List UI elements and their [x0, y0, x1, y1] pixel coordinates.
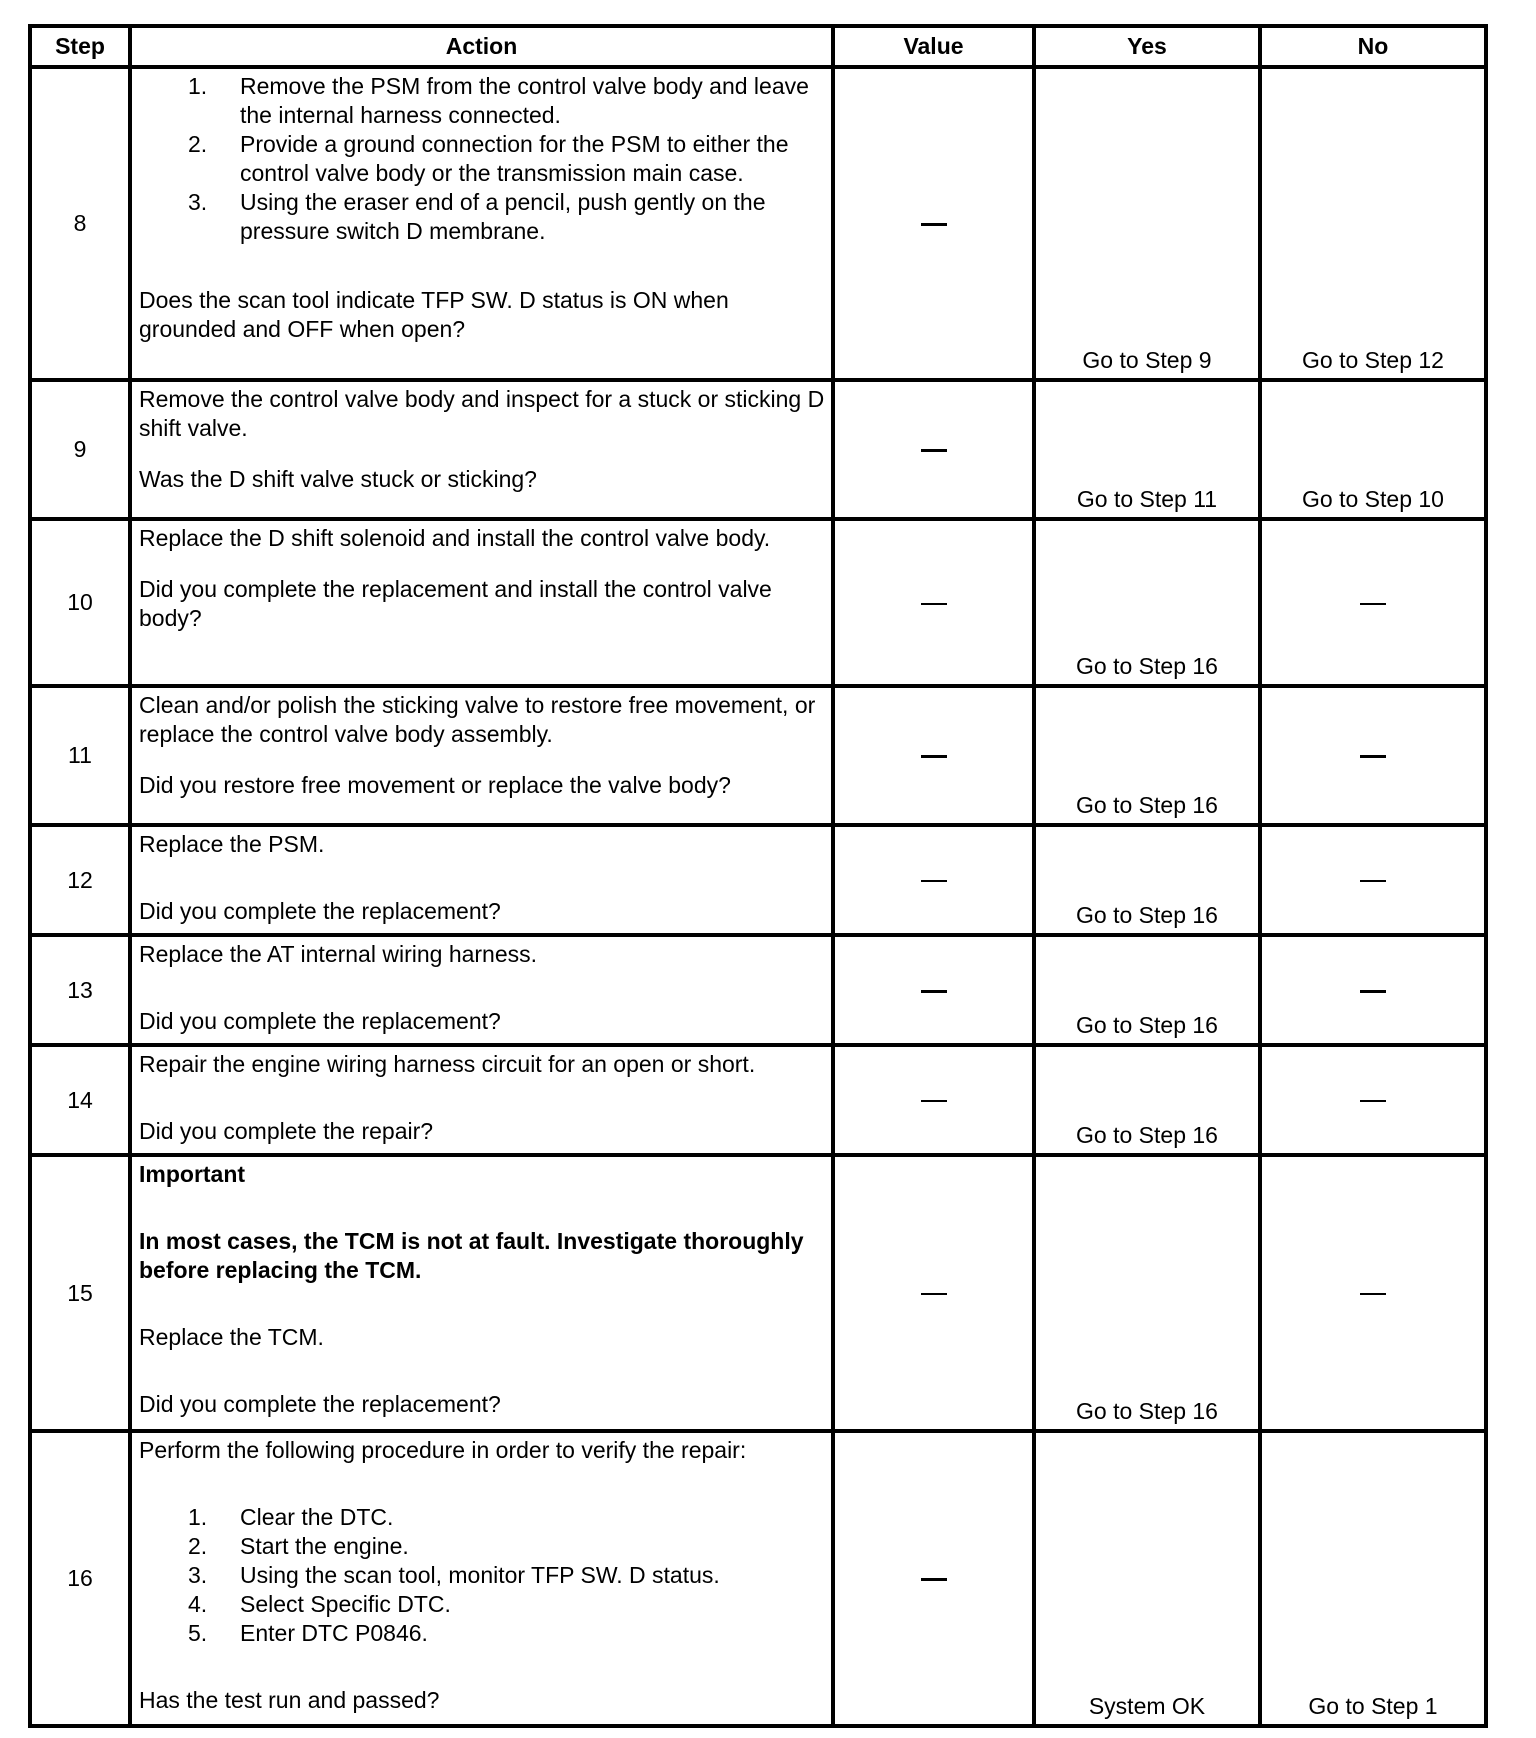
no-outcome: Go to Step 1: [1260, 1431, 1486, 1726]
important-note: In most cases, the TCM is not at fault. Investigate thoroughly before replacing the TCM.: [139, 1228, 804, 1283]
yes-outcome: Go to Step 16: [1034, 935, 1260, 1045]
action-cell: [130, 1431, 833, 1726]
yes-outcome: System OK: [1034, 1431, 1260, 1726]
yes-outcome: Go to Step 11: [1034, 380, 1260, 519]
dash-mark: [921, 1578, 947, 1581]
table-row: [30, 1045, 1486, 1155]
step-number: 9: [30, 380, 130, 519]
instruction-text: Repair the engine wiring harness circuit for an open or short.: [139, 1051, 756, 1077]
value-cell: [833, 67, 1034, 380]
dash-mark: [1360, 880, 1386, 882]
value-cell: [833, 1045, 1034, 1155]
step-number: 13: [30, 935, 130, 1045]
question-text: Did you complete the replacement?: [139, 1391, 501, 1417]
instruction-text: Replace the AT internal wiring harness.: [139, 941, 538, 967]
procedure-list: [139, 72, 825, 246]
dash-mark: [921, 755, 947, 758]
no-outcome: [1260, 686, 1486, 825]
dash-mark: [921, 880, 947, 882]
action-cell: [130, 686, 833, 825]
header-row: [30, 26, 1486, 67]
table-row: [30, 686, 1486, 825]
action-cell: [130, 1045, 833, 1155]
value-cell: [833, 1431, 1034, 1726]
list-item: 1. Clear the DTC.: [188, 1504, 394, 1530]
action-cell: [130, 1155, 833, 1431]
dash-mark: [1360, 990, 1386, 993]
no-outcome: Go to Step 10: [1260, 380, 1486, 519]
instruction-text: Replace the D shift solenoid and install the control valve body.: [139, 525, 771, 551]
action-cell: [130, 825, 833, 935]
no-outcome: Go to Step 12: [1260, 67, 1486, 380]
no-outcome: [1260, 1045, 1486, 1155]
step-number: 8: [30, 67, 130, 380]
value-cell: [833, 825, 1034, 935]
step-number: 11: [30, 686, 130, 825]
dash-mark: [921, 223, 947, 226]
value-cell: [833, 519, 1034, 686]
list-item: 2. Provide a ground connection for the PSM to either the control valve body or the transmission main case.: [188, 131, 789, 186]
dash-mark: [921, 603, 947, 605]
yes-outcome: Go to Step 9: [1034, 67, 1260, 380]
header-step: Step: [30, 26, 130, 67]
value-cell: [833, 380, 1034, 519]
instruction-text: Perform the following procedure in order to verify the repair:: [139, 1437, 747, 1463]
value-cell: [833, 935, 1034, 1045]
diagnostic-table: [28, 24, 1488, 1728]
dash-mark: [1360, 1100, 1386, 1102]
list-item: 2. Start the engine.: [188, 1533, 409, 1559]
dash-mark: [921, 990, 947, 993]
step-number: 12: [30, 825, 130, 935]
table-row: [30, 519, 1486, 686]
list-item: 5. Enter DTC P0846.: [188, 1620, 428, 1646]
question-text: Did you complete the replacement?: [139, 1008, 501, 1034]
list-item: 3. Using the scan tool, monitor TFP SW. D status.: [188, 1562, 720, 1588]
list-item: 3. Using the eraser end of a pencil, push gently on the pressure switch D membrane.: [188, 189, 766, 244]
question-text: Has the test run and passed?: [139, 1687, 440, 1713]
dash-mark: [921, 1293, 947, 1295]
question-text: Did you complete the replacement and install the control valve body?: [139, 576, 772, 631]
table-row: [30, 935, 1486, 1045]
action-cell: [130, 935, 833, 1045]
table-row: [30, 1155, 1486, 1431]
instruction-text: Replace the TCM.: [139, 1324, 324, 1350]
no-outcome: [1260, 935, 1486, 1045]
dash-mark: [1360, 1293, 1386, 1295]
no-outcome: [1260, 519, 1486, 686]
header-yes: Yes: [1034, 26, 1260, 67]
step-number: 16: [30, 1431, 130, 1726]
yes-outcome: Go to Step 16: [1034, 1045, 1260, 1155]
yes-outcome: Go to Step 16: [1034, 1155, 1260, 1431]
table-row: [30, 67, 1486, 380]
list-item: 1. Remove the PSM from the control valve body and leave the internal harness connected.: [188, 73, 809, 128]
table-row: [30, 825, 1486, 935]
yes-outcome: Go to Step 16: [1034, 519, 1260, 686]
step-number: 10: [30, 519, 130, 686]
important-label: Important: [139, 1161, 246, 1187]
dash-mark: [921, 1100, 947, 1102]
question-text: Was the D shift valve stuck or sticking?: [139, 466, 537, 492]
header-no: No: [1260, 26, 1486, 67]
value-cell: [833, 1155, 1034, 1431]
question-text: Did you complete the replacement?: [139, 898, 501, 924]
value-cell: [833, 686, 1034, 825]
dash-mark: [1360, 755, 1386, 758]
question-text: Does the scan tool indicate TFP SW. D status is ON when grounded and OFF when open?: [139, 287, 729, 342]
action-cell: [130, 519, 833, 686]
question-text: Did you complete the repair?: [139, 1118, 434, 1144]
dash-mark: [921, 449, 947, 452]
instruction-text: Remove the control valve body and inspect for a stuck or sticking D shift valve.: [139, 386, 825, 441]
no-outcome: [1260, 1155, 1486, 1431]
yes-outcome: Go to Step 16: [1034, 686, 1260, 825]
instruction-text: Clean and/or polish the sticking valve to restore free movement, or replace the control valve body assembly.: [139, 692, 816, 747]
header-value: Value: [833, 26, 1034, 67]
dash-mark: [1360, 603, 1386, 605]
step-number: 14: [30, 1045, 130, 1155]
no-outcome: [1260, 825, 1486, 935]
table-row: [30, 380, 1486, 519]
table-row: [30, 1431, 1486, 1726]
list-item: 4. Select Specific DTC.: [188, 1591, 451, 1617]
procedure-list: [139, 1503, 825, 1648]
action-cell: [130, 67, 833, 380]
question-text: Did you restore free movement or replace the valve body?: [139, 772, 731, 798]
instruction-text: Replace the PSM.: [139, 831, 325, 857]
yes-outcome: Go to Step 16: [1034, 825, 1260, 935]
header-action: Action: [130, 26, 833, 67]
step-number: 15: [30, 1155, 130, 1431]
action-cell: [130, 380, 833, 519]
